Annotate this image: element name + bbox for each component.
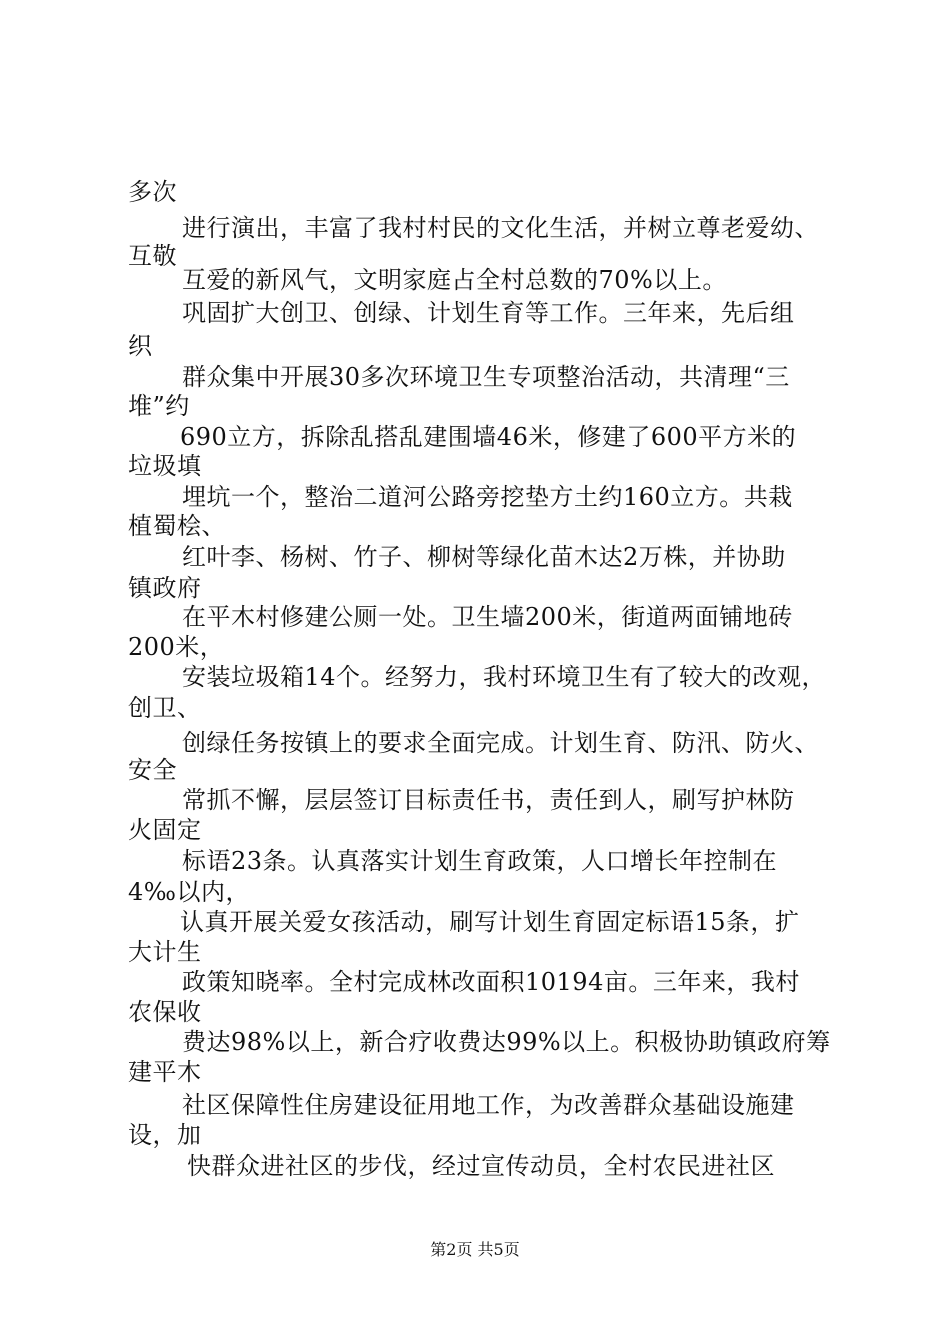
text-line: 镇政府 xyxy=(128,574,202,602)
text-line: 进行演出，丰富了我村村民的文化生活，并树立尊老爱幼、 xyxy=(182,214,819,242)
text-line: 互敬 xyxy=(128,242,177,270)
text-line: 火固定 xyxy=(128,816,202,844)
text-line: 多次 xyxy=(128,178,177,206)
text-line: 在平木村修建公厕一处。卫生墙200米，街道两面铺地砖 xyxy=(182,603,793,631)
text-line: 政策知晓率。全村完成林改面积10194亩。三年来，我村 xyxy=(182,968,800,996)
text-line: 埋坑一个，整治二道河公路旁挖垫方土约160立方。共栽 xyxy=(182,483,793,511)
text-line: 巩固扩大创卫、创绿、计划生育等工作。三年来，先后组 xyxy=(182,299,795,327)
text-line: 认真开展关爱女孩活动，刷写计划生育固定标语15条，扩 xyxy=(180,908,800,936)
text-line: 创卫、 xyxy=(128,694,202,722)
text-line: 堆”约 xyxy=(128,392,190,420)
text-line: 红叶李、杨树、竹子、柳树等绿化苗木达2万株，并协助 xyxy=(182,543,786,571)
text-line: 社区保障性住房建设征用地工作，为改善群众基础设施建 xyxy=(182,1091,795,1119)
text-line: 4‰以内， xyxy=(128,878,250,906)
text-line: 群众集中开展30多次环境卫生专项整治活动，共清理“三 xyxy=(182,363,790,391)
text-line: 安全 xyxy=(128,756,177,784)
text-line: 快群众进社区的步伐，经过宣传动员，全村农民进社区 xyxy=(187,1152,775,1180)
page-number-footer: 第2页 共5页 xyxy=(430,1240,520,1259)
text-line: 设，加 xyxy=(128,1121,202,1149)
text-line: 创绿任务按镇上的要求全面完成。计划生育、防汛、防火、 xyxy=(182,729,819,757)
text-line: 200米， xyxy=(128,633,225,661)
text-line: 标语23条。认真落实计划生育政策，人口增长年控制在 xyxy=(182,847,778,875)
text-line: 费达98%以上，新合疗收费达99%以上。积极协助镇政府筹 xyxy=(182,1028,831,1056)
text-line: 大计生 xyxy=(128,938,202,966)
text-line: 垃圾填 xyxy=(128,452,202,480)
text-line: 互爱的新风气，文明家庭占全村总数的70%以上。 xyxy=(182,266,727,294)
text-line: 植蜀桧、 xyxy=(128,512,226,540)
text-line: 农保收 xyxy=(128,998,202,1026)
text-line: 织 xyxy=(128,332,153,360)
text-line: 安装垃圾箱14个。经努力，我村环境卫生有了较大的改观， xyxy=(182,663,827,691)
text-line: 建平木 xyxy=(128,1058,202,1086)
text-line: 常抓不懈，层层签订目标责任书，责任到人，刷写护林防 xyxy=(182,786,795,814)
text-line: 690立方，拆除乱搭乱建围墙46米，修建了600平方米的 xyxy=(180,423,797,451)
